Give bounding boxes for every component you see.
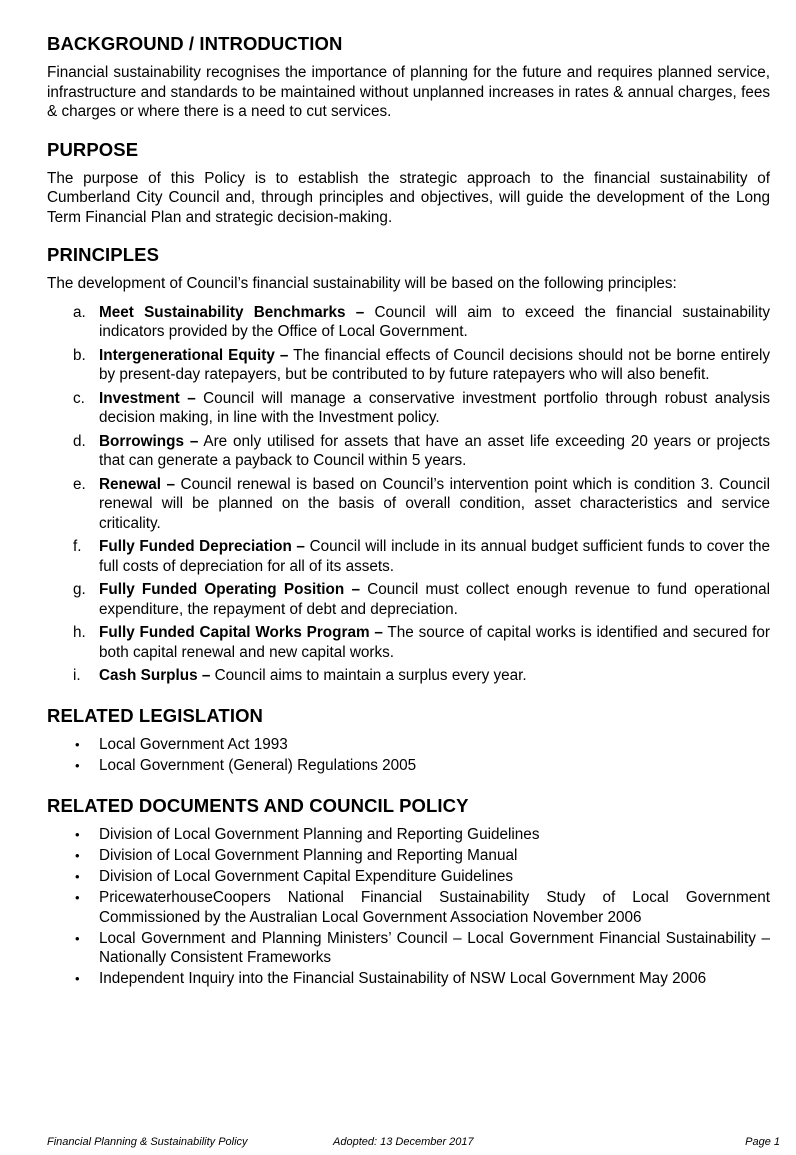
principle-title: Investment – [99, 389, 196, 407]
principles-list [47, 303, 770, 686]
list-item [47, 735, 770, 755]
bullet-icon: • [75, 930, 80, 946]
purpose-paragraph: The purpose of this Policy is to establish the strategic approach to the financial sustainability of Cumberland City Council and, through principles and objectives, will guide the development of the Long Term Financial Plan and strategic decision-making. [47, 169, 770, 226]
principle-text: Council renewal is based on Council’s intervention point which is condition 3. Council renewal will be planned on the basis of overall condition, asset characteristics and service criticality. [99, 475, 770, 532]
principle-text: Are only utilised for assets that have an asset life exceeding 20 years or projects that can generate a payback to Council within 5 years. [99, 432, 771, 469]
purpose-heading: PURPOSE [47, 138, 139, 160]
principle-title: Meet Sustainability Benchmarks – [99, 303, 365, 321]
list-item [47, 756, 770, 776]
page-footer [47, 1136, 780, 1152]
principle-item [47, 389, 770, 428]
principle-item [47, 432, 770, 471]
list-item [47, 969, 770, 989]
list-marker: i. [73, 667, 81, 684]
documents-heading: RELATED DOCUMENTS AND COUNCIL POLICY [47, 795, 469, 816]
principle-text: Council will aim to exceed the financial sustainability indicators provided by the Office of Local Government. [99, 303, 770, 340]
list-marker: h. [73, 624, 86, 641]
principles-heading: PRINCIPLES [47, 244, 160, 265]
background-heading: BACKGROUND / INTRODUCTION [47, 33, 343, 54]
principle-title: Renewal – [99, 475, 176, 493]
list-item-text: Local Government and Planning Ministers’ Council – Local Government Financial Sustainability – Nationally Consistent Frameworks [99, 929, 770, 966]
footer-page-number: Page 1 [745, 1136, 780, 1148]
list-marker: c. [73, 389, 85, 407]
bullet-icon: • [75, 736, 80, 752]
documents-section [47, 795, 770, 989]
principle-text: Council will include in its annual budget sufficient funds to cover the full costs of depreciation for all of its assets. [99, 538, 770, 575]
list-item [47, 888, 770, 927]
principles-intro: The development of Council’s financial sustainability will be based on the following principles: [47, 275, 677, 292]
background-paragraph: Financial sustainability recognises the importance of planning for the future and requires planned service, infrastructure and standards to be maintained without unplanned increases in rates & annual charges, fees & charges or where there is a need to cut services. [47, 64, 770, 120]
principle-title: Cash Surplus – [99, 667, 211, 684]
principle-title: Intergenerational Equity – [99, 346, 289, 364]
document-page [47, 33, 770, 990]
principle-item [47, 346, 770, 385]
principle-item [47, 475, 770, 534]
bullet-icon: • [75, 890, 80, 905]
background-section [47, 33, 770, 122]
bullet-icon: • [75, 757, 80, 773]
list-item-text: Independent Inquiry into the Financial Sustainability of NSW Local Government May 2006 [99, 970, 707, 987]
legislation-heading: RELATED LEGISLATION [47, 704, 264, 726]
list-marker: g. [73, 581, 86, 598]
list-marker: a. [73, 303, 86, 321]
list-item-text: Local Government (General) Regulations 2005 [99, 756, 417, 774]
list-item [47, 825, 770, 845]
list-item [47, 846, 770, 866]
list-item [47, 929, 770, 968]
principle-text: Council will manage a conservative investment portfolio through robust analysis decision making, in line with the Investment policy. [99, 389, 770, 426]
list-item-text: PricewaterhouseCoopers National Financial Sustainability Study of Local Government Commissioned by the Australian Local Government Association November 2006 [99, 889, 770, 926]
list-item [47, 867, 770, 887]
legislation-section [47, 705, 770, 776]
principle-text: The financial effects of Council decisions should not be borne entirely by present-day ratepayers, but be contributed to by future ratepayers who will also benefit. [99, 346, 770, 383]
principle-text: The source of capital works is identified and secured for both capital renewal and new capital works. [99, 624, 770, 661]
footer-adopted-date: Adopted: 13 December 2017 [333, 1136, 474, 1148]
list-marker: f. [73, 538, 82, 555]
principle-title: Fully Funded Capital Works Program – [99, 624, 383, 641]
documents-list [47, 825, 770, 989]
list-item-text: Division of Local Government Capital Expenditure Guidelines [99, 868, 514, 885]
bullet-icon: • [75, 827, 80, 842]
list-marker: d. [73, 432, 86, 450]
list-item-text: Local Government Act 1993 [99, 735, 288, 753]
principle-item [47, 580, 770, 619]
principle-text: Council must collect enough revenue to fund operational expenditure, the repayment of debt and depreciation. [99, 581, 770, 618]
list-item-text: Division of Local Government Planning and Reporting Guidelines [99, 826, 540, 843]
principle-title: Borrowings – [99, 432, 199, 450]
principles-section [47, 244, 770, 686]
footer-document-title: Financial Planning & Sustainability Policy [47, 1136, 248, 1148]
principle-item [47, 537, 770, 576]
principle-item [47, 623, 770, 662]
list-item-text: Division of Local Government Planning and Reporting Manual [99, 847, 518, 864]
principle-title: Fully Funded Depreciation – [99, 538, 305, 555]
principle-title: Fully Funded Operating Position – [99, 581, 360, 598]
principle-item [47, 303, 770, 342]
list-marker: e. [73, 475, 86, 493]
list-marker: b. [73, 346, 86, 364]
bullet-icon: • [75, 869, 80, 884]
principle-item [47, 666, 770, 686]
purpose-section [47, 139, 770, 228]
legislation-list [47, 735, 770, 776]
principle-text: Council aims to maintain a surplus every year. [210, 667, 527, 684]
bullet-icon: • [75, 848, 80, 863]
bullet-icon: • [75, 971, 80, 986]
